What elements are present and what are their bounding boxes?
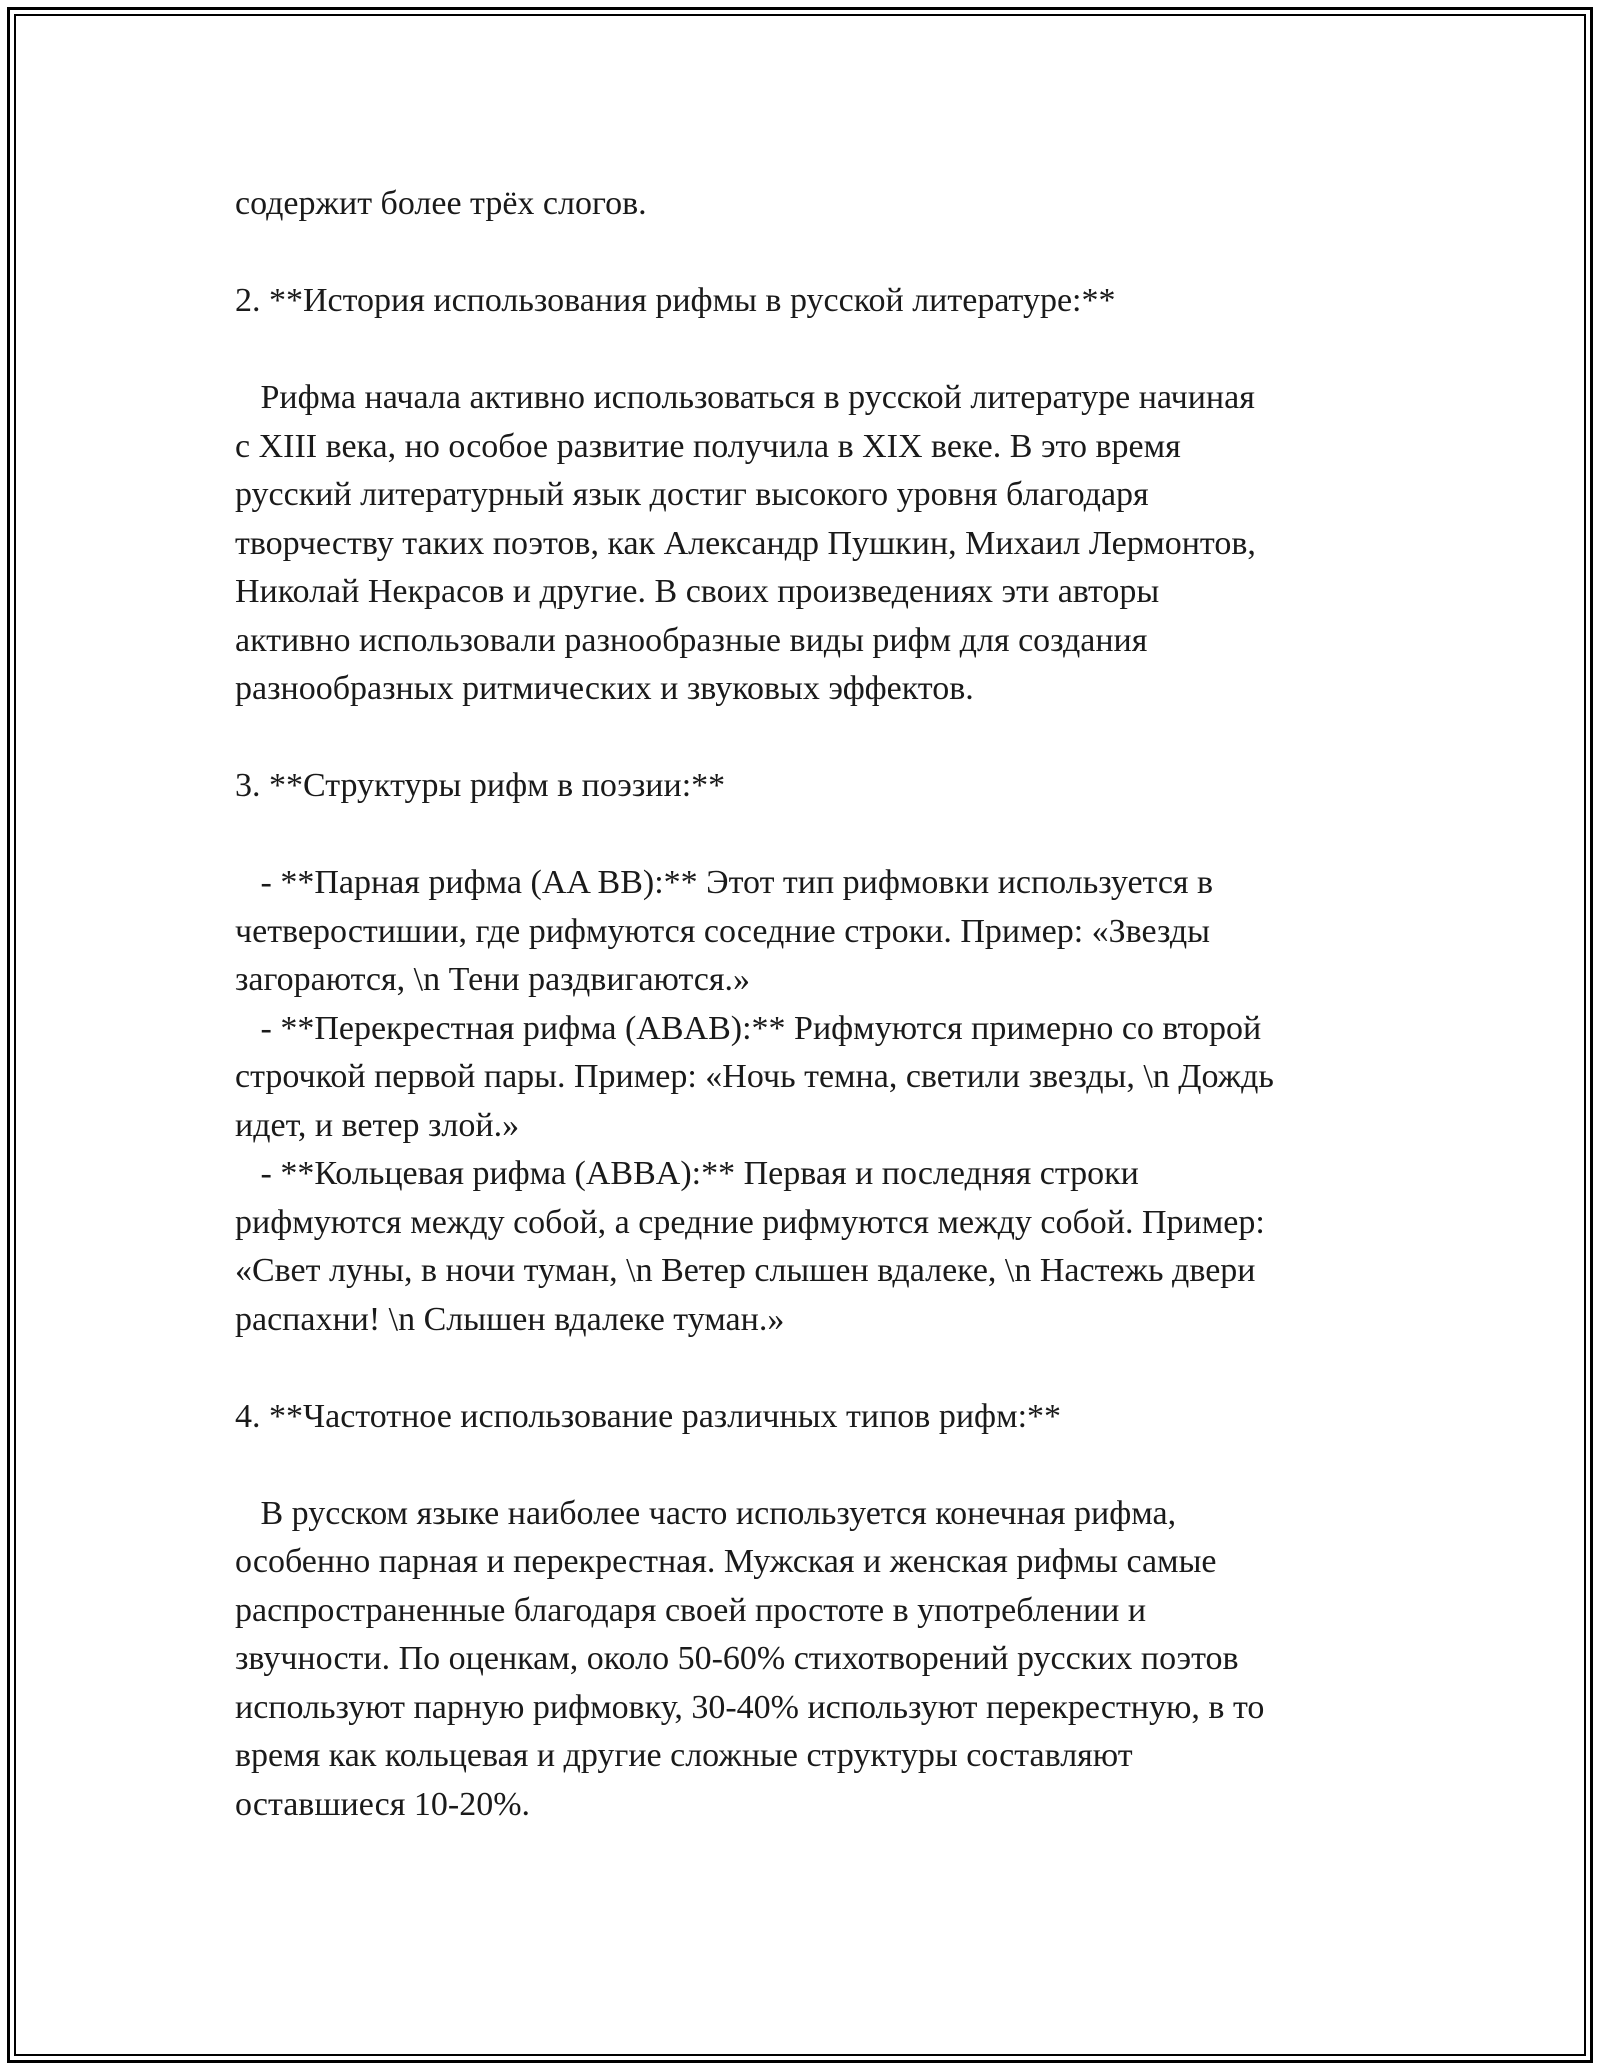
list-item-line: - **Кольцевая рифма (ABBA):** Первая и последняя строки (235, 1155, 1139, 1192)
text-line: творчеству таких поэтов, как Александр Пушкин, Михаил Лермонтов, (235, 524, 1256, 562)
text-line: «Свет луны, в ночи туман, \n Ветер слышен вдалеке, \n Настежь двери (235, 1252, 1256, 1289)
text-line: рифмуются между собой, а средние рифмуются между собой. Пример: (235, 1203, 1265, 1241)
text-line: особенно парная и перекрестная. Мужская и женская рифмы самые (235, 1543, 1217, 1580)
text-line: распахни! \n Слышен вдалеке туман.» (235, 1300, 785, 1338)
section-heading: 3. **Структуры рифм в поэзии:** (235, 767, 726, 804)
text-line: время как кольцевая и другие сложные структуры составляют (235, 1737, 1133, 1774)
text-line: содержит более трёх слогов. (235, 185, 647, 222)
text-line: русский литературный язык достиг высокого уровня благодаря (235, 476, 1149, 513)
text-line: используют парную рифмовку, 30-40% используют перекрестную, в то (235, 1688, 1265, 1726)
text-line: оставшиеся 10-20%. (235, 1785, 531, 1823)
blank-line (235, 326, 1375, 375)
text-line: звучности. По оценкам, около 50-60% стихотворений русских поэтов (235, 1640, 1239, 1677)
text-line: четверостишии, где рифмуются соседние строки. Пример: «Звезды (235, 912, 1210, 950)
text-line: разнообразных ритмических и звуковых эффектов. (235, 670, 974, 707)
text-line: загораются, \n Тени раздвигаются.» (235, 961, 751, 998)
text-line: строчкой первой пары. Пример: «Ночь темна, светили звезды, \n Дождь (235, 1058, 1274, 1095)
list-item-line: - **Парная рифма (AA BB):** Этот тип рифмовки используется в (235, 864, 1214, 901)
text-line: идет, и ветер злой.» (235, 1106, 520, 1144)
blank-line (235, 811, 1375, 860)
blank-line (235, 714, 1375, 763)
text-line: активно использовали разнообразные виды рифм для создания (235, 621, 1148, 659)
text-line: В русском языке наиболее часто используется конечная рифма, (235, 1494, 1177, 1532)
blank-line (235, 1441, 1375, 1490)
text-line: Рифма начала активно использоваться в русской литературе начиная (235, 379, 1255, 416)
section-heading: 2. **История использования рифмы в русской литературе:** (235, 282, 1116, 319)
blank-line (235, 1344, 1375, 1393)
list-item-line: - **Перекрестная рифма (ABAB):** Рифмуются примерно со второй (235, 1009, 1262, 1047)
text-line: Николай Некрасов и другие. В своих произведениях эти авторы (235, 573, 1160, 610)
section-heading: 4. **Частотное использование различных типов рифм:** (235, 1397, 1062, 1435)
document-body (235, 180, 1375, 1829)
blank-line (235, 229, 1375, 278)
text-line: распространенные благодаря своей простоте в употреблении и (235, 1591, 1147, 1629)
text-line: с XIII века, но особое развитие получила в XIX веке. В это время (235, 427, 1181, 465)
